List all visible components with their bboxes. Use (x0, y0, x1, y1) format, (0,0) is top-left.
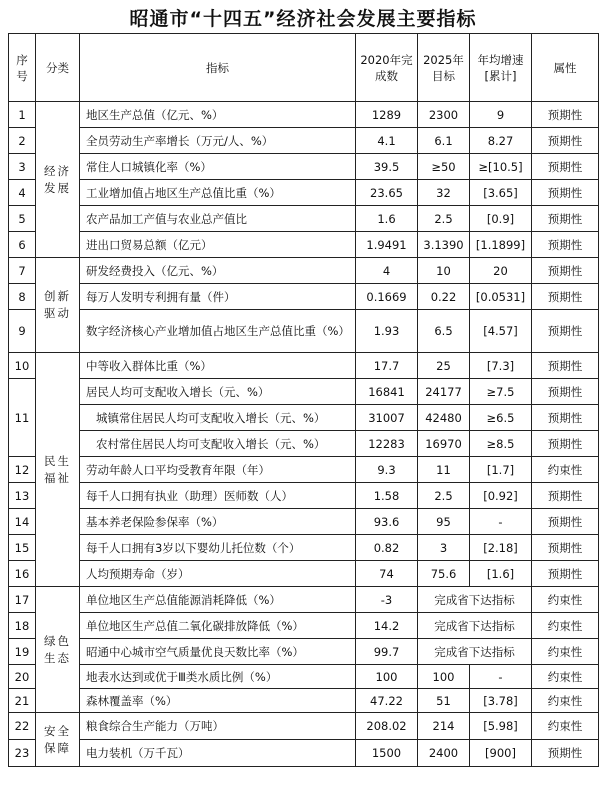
row-growth: [0.9] (470, 206, 532, 232)
row-2020: 4.1 (356, 128, 418, 154)
row-name: 居民人均可支配收入增长（元、%） (80, 379, 356, 405)
row-no: 9 (9, 310, 36, 353)
row-name: 数字经济核心产业增加值占地区生产总值比重（%） (80, 310, 356, 353)
row-no: 19 (9, 639, 36, 665)
row-no: 21 (9, 689, 36, 713)
row-name: 基本养老保险参保率（%） (80, 509, 356, 535)
row-2025: 3 (418, 535, 470, 561)
table-row (9, 613, 599, 639)
header-2025: 2025年目标 (418, 34, 470, 102)
table-row (9, 689, 599, 713)
row-2025: 32 (418, 180, 470, 206)
category-innov: 创新驱动 (36, 258, 80, 353)
row-attr: 约束性 (532, 457, 599, 483)
table-row (9, 232, 599, 258)
row-no: 2 (9, 128, 36, 154)
row-2025: 2300 (418, 102, 470, 128)
table-row (9, 561, 599, 587)
row-name: 进出口贸易总额（亿元） (80, 232, 356, 258)
row-2025: 2400 (418, 740, 470, 767)
row-2025: 完成省下达指标 (418, 587, 532, 613)
category-econ: 经济发展 (36, 102, 80, 258)
row-2020: 4 (356, 258, 418, 284)
row-attr: 预期性 (532, 379, 599, 405)
row-growth: [900] (470, 740, 532, 767)
row-attr: 预期性 (532, 154, 599, 180)
row-2025: 0.22 (418, 284, 470, 310)
row-name: 城镇常住居民人均可支配收入增长（元、%） (80, 405, 356, 431)
row-attr: 预期性 (532, 232, 599, 258)
row-growth: - (470, 665, 532, 689)
row-growth: [7.3] (470, 353, 532, 379)
row-2025: 214 (418, 713, 470, 740)
row-name: 劳动年龄人口平均受教育年限（年） (80, 457, 356, 483)
row-growth: [2.18] (470, 535, 532, 561)
row-2025: ≥50 (418, 154, 470, 180)
row-2020: 99.7 (356, 639, 418, 665)
row-name: 农村常住居民人均可支配收入增长（元、%） (80, 431, 356, 457)
row-growth: [1.6] (470, 561, 532, 587)
row-growth: [0.92] (470, 483, 532, 509)
row-2020: 31007 (356, 405, 418, 431)
row-growth: 20 (470, 258, 532, 284)
row-growth: ≥[10.5] (470, 154, 532, 180)
row-attr: 预期性 (532, 535, 599, 561)
row-2025: 25 (418, 353, 470, 379)
row-no: 8 (9, 284, 36, 310)
row-attr: 预期性 (532, 206, 599, 232)
header-2020: 2020年完成数 (356, 34, 418, 102)
row-growth: [1.1899] (470, 232, 532, 258)
row-attr: 预期性 (532, 102, 599, 128)
row-growth: ≥6.5 (470, 405, 532, 431)
header-growth: 年均增速[累计] (470, 34, 532, 102)
row-2020: 14.2 (356, 613, 418, 639)
row-attr: 预期性 (532, 353, 599, 379)
row-attr: 预期性 (532, 561, 599, 587)
row-no: 7 (9, 258, 36, 284)
row-2025: 完成省下达指标 (418, 639, 532, 665)
row-2020: 1500 (356, 740, 418, 767)
table-row (9, 535, 599, 561)
category-welfare: 民生福祉 (36, 353, 80, 587)
row-no: 17 (9, 587, 36, 613)
row-2025: 16970 (418, 431, 470, 457)
row-name: 电力装机（万千瓦） (80, 740, 356, 767)
header-attribute: 属性 (532, 34, 599, 102)
row-attr: 预期性 (532, 509, 599, 535)
row-attr: 约束性 (532, 587, 599, 613)
table-row (9, 180, 599, 206)
row-no: 20 (9, 665, 36, 689)
category-green: 绿色生态 (36, 587, 80, 713)
row-name: 中等收入群体比重（%） (80, 353, 356, 379)
row-2025: 6.5 (418, 310, 470, 353)
row-2020: 39.5 (356, 154, 418, 180)
row-2020: 12283 (356, 431, 418, 457)
row-growth: [5.98] (470, 713, 532, 740)
row-attr: 预期性 (532, 431, 599, 457)
row-2020: 47.22 (356, 689, 418, 713)
row-2025: 42480 (418, 405, 470, 431)
indicators-table (8, 33, 599, 767)
row-no: 12 (9, 457, 36, 483)
row-no: 13 (9, 483, 36, 509)
header-row (9, 34, 599, 102)
table-row (9, 509, 599, 535)
row-no: 14 (9, 509, 36, 535)
row-growth: [4.57] (470, 310, 532, 353)
row-2020: 0.82 (356, 535, 418, 561)
row-2020: -3 (356, 587, 418, 613)
row-growth: ≥8.5 (470, 431, 532, 457)
row-growth: - (470, 509, 532, 535)
row-attr: 预期性 (532, 310, 599, 353)
row-2025: 95 (418, 509, 470, 535)
row-2025: 6.1 (418, 128, 470, 154)
row-2025: 51 (418, 689, 470, 713)
table-row (9, 258, 599, 284)
row-name: 工业增加值占地区生产总值比重（%） (80, 180, 356, 206)
table-row (9, 102, 599, 128)
table-row (9, 665, 599, 689)
row-no: 6 (9, 232, 36, 258)
row-attr: 预期性 (532, 128, 599, 154)
row-2020: 1.93 (356, 310, 418, 353)
row-no: 15 (9, 535, 36, 561)
table-row (9, 379, 599, 405)
table-row (9, 206, 599, 232)
row-2025: 2.5 (418, 483, 470, 509)
row-growth: 8.27 (470, 128, 532, 154)
row-growth: [1.7] (470, 457, 532, 483)
table-row (9, 405, 599, 431)
row-attr: 约束性 (532, 689, 599, 713)
row-name: 农产品加工产值与农业总产值比 (80, 206, 356, 232)
row-growth: [3.65] (470, 180, 532, 206)
row-growth: 9 (470, 102, 532, 128)
table-row (9, 310, 599, 353)
header-seq: 序号 (9, 34, 36, 102)
row-2020: 208.02 (356, 713, 418, 740)
row-2025: 2.5 (418, 206, 470, 232)
row-growth: [0.0531] (470, 284, 532, 310)
row-2025: 11 (418, 457, 470, 483)
row-no: 23 (9, 740, 36, 767)
row-2020: 9.3 (356, 457, 418, 483)
row-attr: 预期性 (532, 405, 599, 431)
row-attr: 约束性 (532, 665, 599, 689)
row-name: 每万人发明专利拥有量（件） (80, 284, 356, 310)
row-attr: 预期性 (532, 258, 599, 284)
row-2020: 16841 (356, 379, 418, 405)
row-name: 单位地区生产总值二氧化碳排放降低（%） (80, 613, 356, 639)
row-2020: 17.7 (356, 353, 418, 379)
row-name: 昭通中心城市空气质量优良天数比率（%） (80, 639, 356, 665)
row-no: 1 (9, 102, 36, 128)
row-2025: 100 (418, 665, 470, 689)
row-attr: 预期性 (532, 284, 599, 310)
row-no: 11 (9, 379, 36, 457)
row-attr: 约束性 (532, 639, 599, 665)
row-2020: 1.6 (356, 206, 418, 232)
row-name: 森林覆盖率（%） (80, 689, 356, 713)
row-name: 研发经费投入（亿元、%） (80, 258, 356, 284)
row-no: 3 (9, 154, 36, 180)
row-2025: 75.6 (418, 561, 470, 587)
row-no: 22 (9, 713, 36, 740)
row-2020: 23.65 (356, 180, 418, 206)
row-name: 地表水达到或优于Ⅲ类水质比例（%） (80, 665, 356, 689)
table-row (9, 740, 599, 767)
table-row (9, 483, 599, 509)
header-indicator: 指标 (80, 34, 356, 102)
row-no: 4 (9, 180, 36, 206)
row-no: 18 (9, 613, 36, 639)
table-row (9, 713, 599, 740)
row-growth: ≥7.5 (470, 379, 532, 405)
row-growth: [3.78] (470, 689, 532, 713)
row-attr: 预期性 (532, 483, 599, 509)
row-2020: 74 (356, 561, 418, 587)
header-category: 分类 (36, 34, 80, 102)
row-no: 10 (9, 353, 36, 379)
table-row (9, 154, 599, 180)
row-2020: 1289 (356, 102, 418, 128)
row-no: 16 (9, 561, 36, 587)
row-attr: 约束性 (532, 613, 599, 639)
row-2020: 93.6 (356, 509, 418, 535)
table-row (9, 128, 599, 154)
row-2025: 10 (418, 258, 470, 284)
row-name: 单位地区生产总值能源消耗降低（%） (80, 587, 356, 613)
table-row (9, 353, 599, 379)
table-row (9, 587, 599, 613)
row-name: 常住人口城镇化率（%） (80, 154, 356, 180)
table-row (9, 639, 599, 665)
row-2020: 100 (356, 665, 418, 689)
row-attr: 约束性 (532, 713, 599, 740)
row-name: 地区生产总值（亿元、%） (80, 102, 356, 128)
table-row (9, 457, 599, 483)
row-name: 全员劳动生产率增长（万元/人、%） (80, 128, 356, 154)
row-name: 人均预期寿命（岁） (80, 561, 356, 587)
row-name: 每千人口拥有3岁以下婴幼儿托位数（个） (80, 535, 356, 561)
row-name: 每千人口拥有执业（助理）医师数（人） (80, 483, 356, 509)
row-name: 粮食综合生产能力（万吨） (80, 713, 356, 740)
table-row (9, 284, 599, 310)
row-2025: 24177 (418, 379, 470, 405)
row-attr: 预期性 (532, 180, 599, 206)
table-row (9, 431, 599, 457)
row-2020: 1.58 (356, 483, 418, 509)
row-no: 5 (9, 206, 36, 232)
category-security: 安全保障 (36, 713, 80, 767)
row-2020: 1.9491 (356, 232, 418, 258)
row-2025: 完成省下达指标 (418, 613, 532, 639)
row-2020: 0.1669 (356, 284, 418, 310)
document-title: 昭通市“十四五”经济社会发展主要指标 (129, 8, 477, 30)
row-2025: 3.1390 (418, 232, 470, 258)
row-attr: 预期性 (532, 740, 599, 767)
